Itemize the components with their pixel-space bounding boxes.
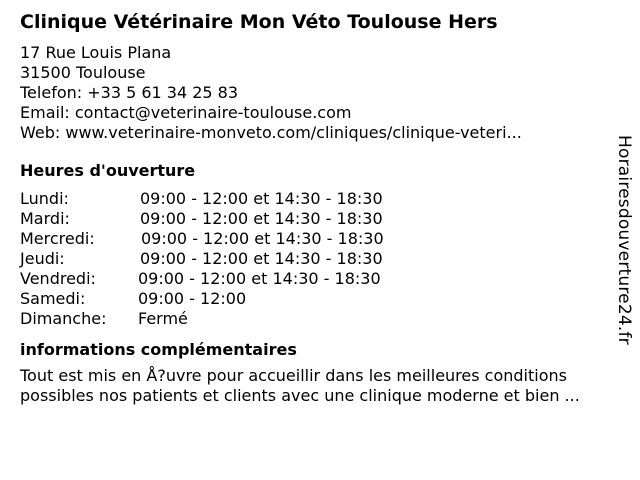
hours-heading: Heures d'ouverture — [20, 161, 196, 180]
hours-row-jeudi — [20, 249, 615, 269]
city-postcode: 31500 Toulouse — [20, 63, 146, 82]
website-line: Web: www.veterinaire-monveto.com/cliniques/clinique-veteri... — [20, 123, 522, 142]
hours-value: Fermé — [138, 309, 188, 328]
day-label: Lundi: — [20, 189, 69, 208]
day-label: Mardi: — [20, 209, 70, 228]
hours-value: 09:00 - 12:00 et 14:30 - 18:30 — [141, 229, 384, 248]
hours-table — [20, 189, 615, 329]
day-label: Vendredi: — [20, 269, 96, 288]
hours-row-vendredi — [20, 269, 615, 289]
day-label: Mercredi: — [20, 229, 95, 248]
day-label: Dimanche: — [20, 309, 107, 328]
hours-row-mardi — [20, 209, 615, 229]
hours-value: 09:00 - 12:00 et 14:30 - 18:30 — [138, 269, 381, 288]
hours-row-lundi — [20, 189, 615, 209]
hours-value: 09:00 - 12:00 et 14:30 - 18:30 — [140, 209, 383, 228]
street-address: 17 Rue Louis Plana — [20, 43, 172, 62]
clinic-card — [20, 10, 615, 406]
info-line-2: possibles nos patients et clients avec une clinique moderne et bien ... — [20, 386, 580, 405]
email-line: Email: contact@veterinaire-toulouse.com — [20, 103, 352, 122]
day-label: Samedi: — [20, 289, 86, 308]
day-label: Jeudi: — [20, 249, 65, 268]
info-heading: informations complémentaires — [20, 340, 297, 359]
hours-value: 09:00 - 12:00 et 14:30 - 18:30 — [140, 189, 383, 208]
clinic-name: Clinique Vétérinaire Mon Véto Toulouse Hers — [20, 11, 498, 33]
hours-value: 09:00 - 12:00 et 14:30 - 18:30 — [140, 249, 383, 268]
contact-block — [20, 43, 615, 143]
info-description — [20, 366, 615, 406]
hours-row-samedi — [20, 289, 615, 309]
info-line-1: Tout est mis en Å?uvre pour accueillir dans les meilleures conditions — [20, 366, 567, 385]
hours-row-dimanche — [20, 309, 615, 329]
site-watermark: Horairesdouverture24.fr — [614, 135, 634, 345]
hours-row-mercredi — [20, 229, 615, 249]
phone-line: Telefon: +33 5 61 34 25 83 — [20, 83, 239, 102]
hours-value: 09:00 - 12:00 — [138, 289, 247, 308]
